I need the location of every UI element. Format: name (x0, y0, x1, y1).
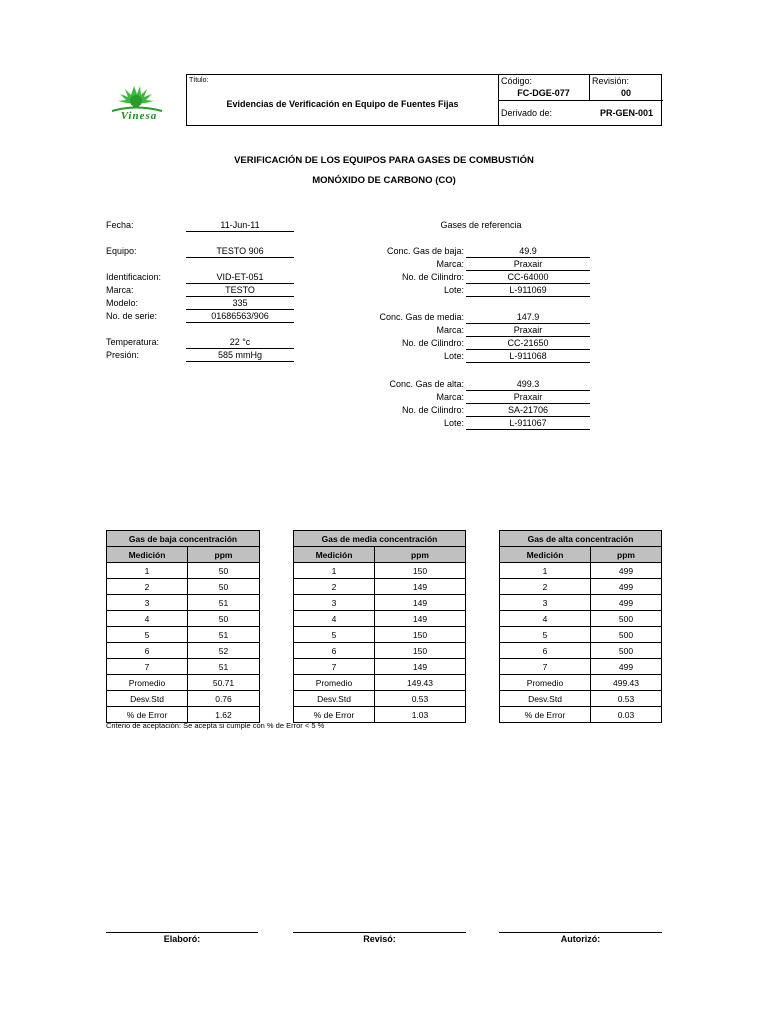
alta-lote-value: L-911067 (466, 417, 590, 430)
desv-value: 0.76 (188, 691, 260, 707)
table-row (107, 643, 260, 659)
col-medicion: Medición (500, 547, 591, 563)
cell-medicion: 1 (500, 563, 591, 579)
cell-medicion: 2 (107, 579, 188, 595)
table-row (294, 627, 466, 643)
table-row (500, 643, 662, 659)
desv-label: Desv.Std (107, 691, 188, 707)
cell-ppm: 500 (591, 643, 662, 659)
derivado-label: Derivado de: (501, 108, 553, 118)
cell-ppm: 150 (375, 563, 466, 579)
cell-medicion: 4 (107, 611, 188, 627)
cell-medicion: 1 (107, 563, 188, 579)
cell-ppm: 149 (375, 659, 466, 675)
table-row (294, 595, 466, 611)
titulo-label: Título: (189, 77, 209, 84)
table-row (107, 579, 260, 595)
error-label: % de Error (500, 707, 591, 723)
elaboro-label: Elaboró: (163, 934, 201, 944)
cell-medicion: 6 (107, 643, 188, 659)
cell-medicion: 7 (294, 659, 375, 675)
cell-ppm: 499 (591, 563, 662, 579)
table-row (500, 611, 662, 627)
doc-subtitle: MONÓXIDO DE CARBONO (CO) (312, 175, 456, 186)
serie-label: No. de serie: (106, 311, 158, 321)
alta-marca-label: Marca: (436, 392, 464, 402)
cell-medicion: 4 (294, 611, 375, 627)
col-ppm: ppm (591, 547, 662, 563)
revision-value: 00 (620, 88, 631, 98)
derivado-value: PR-GEN-001 (600, 108, 654, 118)
form-title: Evidencias de Verificación en Equipo de Fuentes Fijas (226, 99, 459, 109)
desv-value: 0.53 (375, 691, 466, 707)
table-row (500, 579, 662, 595)
promedio-value: 499.43 (591, 675, 662, 691)
desv-label: Desv.Std (500, 691, 591, 707)
equipo-label: Equipo: (106, 246, 137, 256)
reviso-label: Revisó: (363, 934, 396, 944)
cell-ppm: 50 (188, 611, 260, 627)
cell-medicion: 3 (500, 595, 591, 611)
ident-label: Identificacion: (106, 272, 162, 282)
media-conc-value: 147.9 (466, 311, 590, 324)
col-medicion: Medición (294, 547, 375, 563)
codigo-value: FC-DGE-077 (517, 88, 570, 98)
desv-row (107, 691, 260, 707)
baja-cil-value: CC-64000 (466, 271, 590, 284)
promedio-value: 149.43 (375, 675, 466, 691)
presion-label: Presión: (106, 350, 140, 360)
cell-medicion: 4 (500, 611, 591, 627)
col-ppm: ppm (188, 547, 260, 563)
cell-ppm: 50 (188, 579, 260, 595)
criterio-text: Criterio de aceptación: Se acepta si cumple con % de Error < 5 % (106, 721, 325, 730)
cell-medicion: 5 (107, 627, 188, 643)
col-ppm: ppm (375, 547, 466, 563)
baja-conc-value: 49.9 (466, 245, 590, 258)
marca-label: Marca: (106, 285, 134, 295)
promedio-label: Promedio (500, 675, 591, 691)
cell-medicion: 6 (294, 643, 375, 659)
doc-title: VERIFICACIÓN DE LOS EQUIPOS PARA GASES DE COMBUSTIÓN (234, 155, 534, 166)
table-row (107, 659, 260, 675)
table-row (107, 611, 260, 627)
media-cil-value: CC-21650 (466, 337, 590, 350)
cell-ppm: 149 (375, 595, 466, 611)
baja-lote-value: L-911069 (466, 284, 590, 297)
table-baja (106, 530, 260, 723)
promedio-label: Promedio (107, 675, 188, 691)
autorizo-label: Autorizó: (560, 934, 601, 944)
elaboro-line (106, 932, 258, 933)
presion-value: 585 mmHg (186, 349, 294, 362)
alta-cil-label: No. de Cilindro: (401, 405, 464, 415)
revision-label: Revisión: (592, 76, 630, 86)
promedio-value: 50.71 (188, 675, 260, 691)
autorizo-line (499, 932, 662, 933)
cell-ppm: 51 (188, 595, 260, 611)
cell-medicion: 2 (294, 579, 375, 595)
cell-ppm: 52 (188, 643, 260, 659)
alta-cil-value: SA-21706 (466, 404, 590, 417)
media-lote-value: L-911068 (466, 350, 590, 363)
media-cil-label: No. de Cilindro: (401, 338, 464, 348)
cell-ppm: 150 (375, 643, 466, 659)
table-media (293, 530, 466, 723)
table-row (294, 659, 466, 675)
modelo-label: Modelo: (106, 298, 139, 308)
table-row (500, 563, 662, 579)
cell-medicion: 2 (500, 579, 591, 595)
baja-cil-label: No. de Cilindro: (401, 272, 464, 282)
alta-lote-label: Lote: (443, 418, 464, 428)
baja-lote-label: Lote: (443, 285, 464, 295)
table-row (500, 595, 662, 611)
promedio-row (500, 675, 662, 691)
table-row (107, 563, 260, 579)
table-row (107, 627, 260, 643)
promedio-row (107, 675, 260, 691)
cell-medicion: 6 (500, 643, 591, 659)
table-row (294, 579, 466, 595)
modelo-value: 335 (186, 297, 294, 310)
table-alta-title: Gas de alta concentración (500, 531, 662, 547)
marca-value: TESTO (186, 284, 294, 297)
baja-conc-label: Conc. Gas de baja: (386, 246, 464, 256)
media-marca-label: Marca: (436, 325, 464, 335)
desv-row (294, 691, 466, 707)
media-conc-label: Conc. Gas de media: (379, 312, 464, 322)
cell-ppm: 499 (591, 579, 662, 595)
cell-ppm: 499 (591, 595, 662, 611)
equipo-value: TESTO 906 (186, 245, 294, 258)
col-medicion: Medición (107, 547, 188, 563)
cell-ppm: 499 (591, 659, 662, 675)
promedio-label: Promedio (294, 675, 375, 691)
table-alta (499, 530, 662, 723)
alta-conc-label: Conc. Gas de alta: (389, 379, 464, 389)
promedio-row (294, 675, 466, 691)
fecha-value: 11-Jun-11 (186, 219, 294, 232)
error-value: 1.03 (375, 707, 466, 723)
cell-ppm: 149 (375, 611, 466, 627)
cell-ppm: 149 (375, 579, 466, 595)
error-value: 1.62 (188, 707, 260, 723)
table-row (294, 563, 466, 579)
table-media-title: Gas de media concentración (294, 531, 466, 547)
desv-row (500, 691, 662, 707)
cell-ppm: 51 (188, 659, 260, 675)
cell-ppm: 150 (375, 627, 466, 643)
cell-ppm: 500 (591, 627, 662, 643)
alta-marca-value: Praxair (466, 391, 590, 404)
logo-text: Vinesa (120, 110, 158, 122)
media-marca-value: Praxair (466, 324, 590, 337)
reviso-line (293, 932, 466, 933)
temp-value: 22 °c (186, 336, 294, 349)
table-row (107, 595, 260, 611)
baja-marca-label: Marca: (436, 259, 464, 269)
table-row (500, 659, 662, 675)
table-row (294, 611, 466, 627)
media-lote-label: Lote: (443, 351, 464, 361)
cell-medicion: 7 (500, 659, 591, 675)
cell-ppm: 51 (188, 627, 260, 643)
desv-value: 0.53 (591, 691, 662, 707)
fecha-label: Fecha: (106, 220, 134, 230)
gases-ref-heading: Gases de referencia (440, 220, 522, 230)
baja-marca-value: Praxair (466, 258, 590, 271)
cell-medicion: 7 (107, 659, 188, 675)
cell-medicion: 3 (294, 595, 375, 611)
error-label: % de Error (107, 707, 188, 723)
table-row (294, 643, 466, 659)
cell-ppm: 500 (591, 611, 662, 627)
table-baja-title: Gas de baja concentración (107, 531, 260, 547)
alta-conc-value: 499.3 (466, 378, 590, 391)
error-label: % de Error (294, 707, 375, 723)
serie-value: 01686563/906 (186, 310, 294, 323)
cell-medicion: 5 (294, 627, 375, 643)
cell-medicion: 5 (500, 627, 591, 643)
ident-value: VID-ET-051 (186, 271, 294, 284)
cell-ppm: 50 (188, 563, 260, 579)
cell-medicion: 3 (107, 595, 188, 611)
table-row (500, 627, 662, 643)
header-box (186, 74, 662, 126)
temp-label: Temperatura: (106, 337, 160, 347)
cell-medicion: 1 (294, 563, 375, 579)
error-row (500, 707, 662, 723)
desv-label: Desv.Std (294, 691, 375, 707)
codigo-label: Código: (501, 76, 533, 86)
company-logo (106, 84, 168, 126)
error-value: 0.03 (591, 707, 662, 723)
